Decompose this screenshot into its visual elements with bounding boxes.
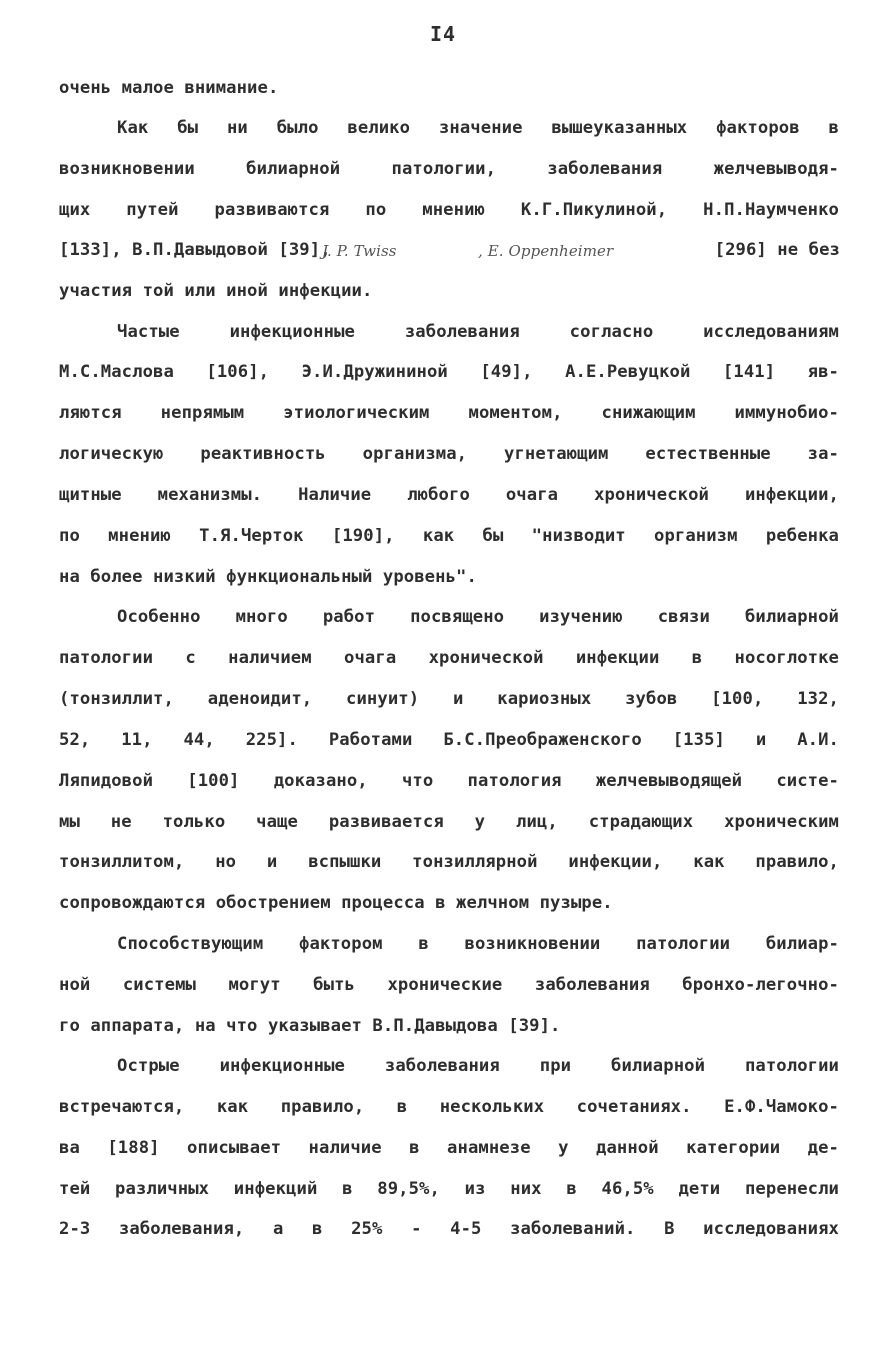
text-line: Особенно много работ посвящено изучению связи билиарной	[117, 607, 839, 627]
text-line: на более низкий функциональный уровень".	[59, 567, 477, 587]
text-line: мы не только чаще развивается у лиц, страдающих хроническим	[59, 812, 839, 832]
text-line: 2-3 заболевания, а в 25% - 4-5 заболеваний. В исследованиях	[59, 1219, 839, 1239]
text-line: сопровождаются обострением процесса в желчном пузыре.	[59, 893, 613, 913]
text-line: по мнению Т.Я.Черток [190], как бы "низводит организм ребенка	[59, 526, 839, 546]
text-line: [133], В.П.Давыдовой [39],	[59, 240, 331, 260]
text-line: встречаются, как правило, в нескольких сочетаниях. Е.Ф.Чамоко-	[59, 1097, 839, 1117]
text-line: (тонзиллит, аденоидит, синуит) и кариозных зубов [100, 132,	[59, 689, 839, 709]
text-line: участия той или иной инфекции.	[59, 281, 373, 301]
text-line: Ляпидовой [100] доказано, что патология желчевыводящей систе-	[59, 771, 839, 791]
text-line: ляются непрямым этиологическим моментом, снижающим иммунобио-	[59, 403, 839, 423]
handwritten-author: J. P. Twiss	[322, 242, 397, 260]
text-line: тонзиллитом, но и вспышки тонзиллярной инфекции, как правило,	[59, 852, 839, 872]
text-line: очень малое внимание.	[59, 78, 279, 98]
text-line: патологии с наличием очага хронической инфекции в носоглотке	[59, 648, 839, 668]
text-line: Как бы ни было велико значение вышеуказанных факторов в	[117, 118, 839, 138]
text-line: ной системы могут быть хронические заболевания бронхо-легочно-	[59, 975, 839, 995]
text-line: 52, 11, 44, 225]. Работами Б.С.Преображенского [135] и А.И.	[59, 730, 839, 750]
text-line: Острые инфекционные заболевания при билиарной патологии	[117, 1056, 839, 1076]
text-line: щитные механизмы. Наличие любого очага хронической инфекции,	[59, 485, 839, 505]
text-line: Способствующим фактором в возникновении патологии билиар-	[117, 934, 839, 954]
text-line: [296] не без	[714, 240, 840, 260]
text-line: го аппарата, на что указывает В.П.Давыдова [39].	[59, 1016, 561, 1036]
text-line: тей различных инфекций в 89,5%, из них в 46,5% дети перенесли	[59, 1179, 839, 1199]
handwritten-author: , E. Oppenheimer	[478, 242, 614, 260]
text-line: Частые инфекционные заболевания согласно исследованиям	[117, 322, 839, 342]
page-number: I4	[429, 22, 457, 46]
text-line: ва [188] описывает наличие в анамнезе у данной категории де-	[59, 1138, 839, 1158]
text-line: щих путей развиваются по мнению К.Г.Пикулиной, Н.П.Наумченко	[59, 200, 839, 220]
text-line: М.С.Маслова [106], Э.И.Дружининой [49], А.Е.Ревуцкой [141] яв-	[59, 362, 839, 382]
text-line: логическую реактивность организма, угнетающим естественные за-	[59, 444, 839, 464]
text-line: возникновении билиарной патологии, заболевания желчевыводя-	[59, 159, 839, 179]
